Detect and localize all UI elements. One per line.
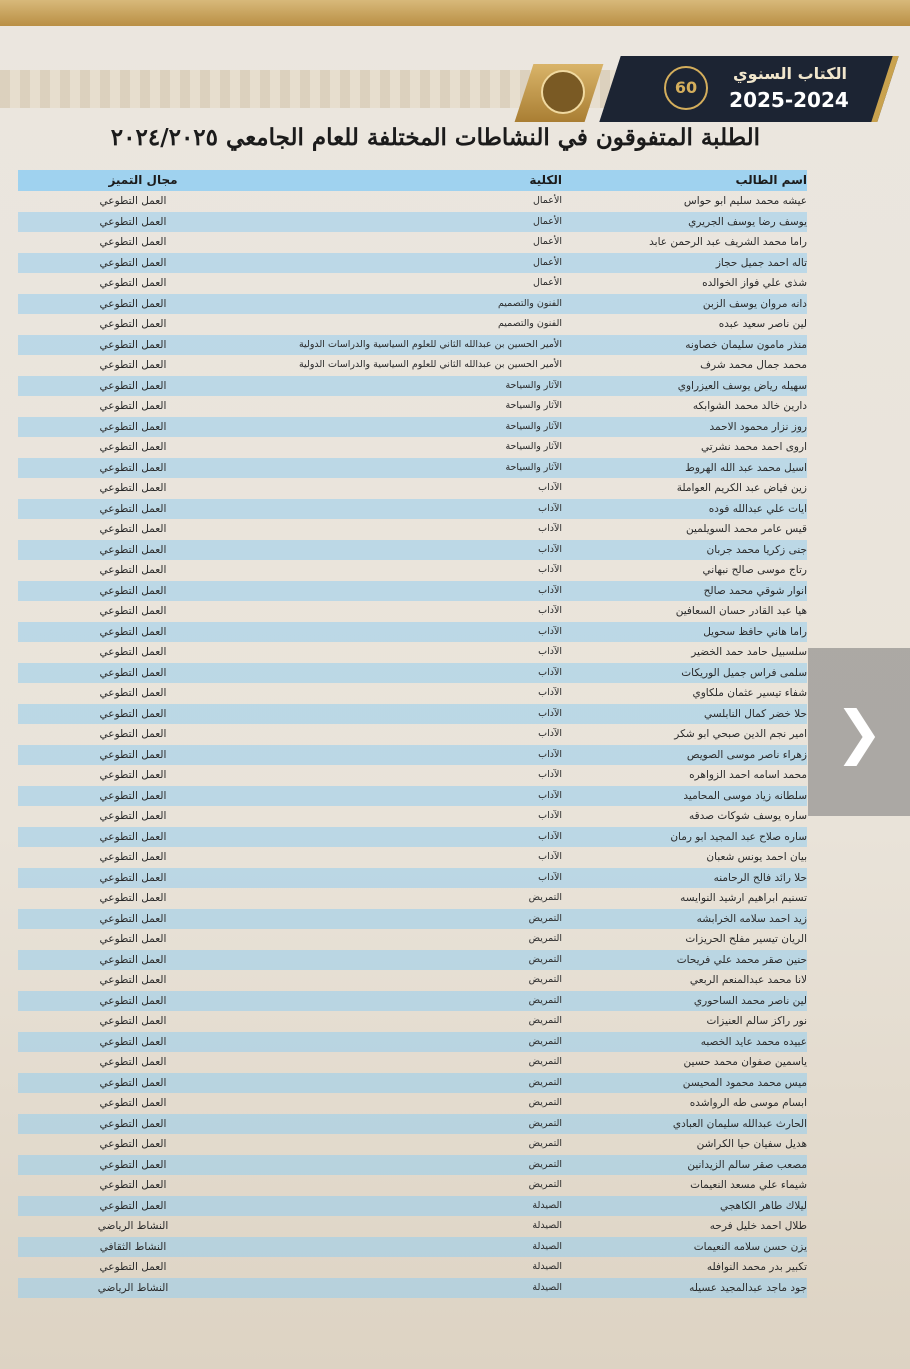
- excellence-area: العمل التطوعي: [99, 1158, 167, 1171]
- student-name: سلطانه زياد موسى المحاميد: [683, 789, 807, 802]
- student-name: يزن حسن سلامه النعيمات: [693, 1240, 807, 1253]
- student-name: محمد اسامه احمد الزواهره: [689, 769, 807, 781]
- faculty-name: الأعمال: [532, 236, 562, 247]
- excellence-area: العمل التطوعي: [99, 851, 167, 863]
- table-row: [18, 765, 807, 786]
- excellence-area: العمل التطوعي: [99, 1035, 167, 1048]
- faculty-name: الصيدلة: [532, 1261, 562, 1272]
- faculty-name: الفنون والتصميم: [497, 318, 562, 329]
- faculty-name: التمريض: [528, 1158, 562, 1170]
- excellence-area: العمل التطوعي: [99, 646, 167, 658]
- excellence-area: العمل التطوعي: [99, 400, 167, 412]
- student-name: سلمى فراس جميل الوريكات: [681, 666, 807, 679]
- faculty-name: التمريض: [528, 1138, 562, 1149]
- student-name: زين فياض عبد الكريم العواملة: [676, 482, 807, 494]
- student-name: دارين خالد محمد الشوابكه: [692, 400, 807, 412]
- excellence-area: العمل التطوعي: [99, 379, 167, 392]
- student-name: حلا رائد فالح الرحامنه: [713, 871, 807, 884]
- table-row: [18, 294, 807, 315]
- student-name: منذر مامون سليمان خصاونه: [685, 338, 807, 351]
- faculty-name: الآداب: [538, 687, 562, 698]
- student-name: قيس عامر محمد السويلمين: [686, 523, 807, 535]
- faculty-name: التمريض: [528, 1015, 562, 1026]
- excellence-area: العمل التطوعي: [99, 728, 167, 740]
- table-row: [18, 1011, 807, 1032]
- excellence-area: النشاط الرياضي: [97, 1220, 169, 1232]
- faculty-name: الآداب: [538, 728, 562, 739]
- student-name: راما محمد الشريف عبد الرحمن عابد: [649, 236, 807, 248]
- table-row: [18, 724, 807, 745]
- table-row: [18, 683, 807, 704]
- table-row: [18, 1073, 807, 1094]
- table-row: [18, 642, 807, 663]
- excellence-area: العمل التطوعي: [99, 912, 167, 925]
- faculty-name: الآداب: [538, 584, 562, 596]
- excellence-area: العمل التطوعي: [99, 1199, 167, 1212]
- excellence-area: العمل التطوعي: [99, 195, 167, 207]
- student-name: زيد احمد سلامه الخرابشه: [696, 912, 807, 925]
- student-name: ليلاك طاهر الكاهجي: [719, 1199, 807, 1212]
- table-row: [18, 478, 807, 499]
- table-row: [18, 458, 807, 479]
- students-table: [18, 170, 807, 1298]
- excellence-area: العمل التطوعي: [99, 605, 167, 617]
- faculty-name: الآداب: [538, 810, 562, 821]
- excellence-area: العمل التطوعي: [99, 687, 167, 699]
- table-row: [18, 1237, 807, 1258]
- faculty-name: الآداب: [538, 482, 562, 493]
- faculty-name: التمريض: [528, 994, 562, 1006]
- excellence-area: العمل التطوعي: [99, 666, 167, 679]
- excellence-area: العمل التطوعي: [99, 1015, 167, 1027]
- table-row: [18, 355, 807, 376]
- student-name: انوار شوقي محمد صالح: [703, 584, 807, 597]
- student-name: دانه مروان يوسف الزبن: [702, 297, 807, 310]
- student-name: الحارث عبدالله سليمان العبادي: [672, 1117, 807, 1130]
- table-row: [18, 704, 807, 725]
- next-page-button[interactable]: [808, 648, 910, 816]
- yearbook-label: الكتاب السنوي: [733, 64, 847, 83]
- excellence-area: العمل التطوعي: [99, 769, 167, 781]
- faculty-name: الصيدلة: [532, 1240, 562, 1252]
- table-row: [18, 253, 807, 274]
- excellence-area: العمل التطوعي: [99, 707, 167, 720]
- table-row: [18, 519, 807, 540]
- student-name: راما هاني حافظ سحويل: [703, 625, 807, 638]
- excellence-area: العمل التطوعي: [99, 215, 167, 228]
- student-name: جنى زكريا محمد جربان: [706, 543, 807, 556]
- faculty-name: الآثار والسياحة: [505, 379, 562, 391]
- student-name: تاله احمد جميل حجاز: [715, 256, 807, 269]
- excellence-area: العمل التطوعي: [99, 871, 167, 884]
- excellence-area: العمل التطوعي: [99, 953, 167, 966]
- student-name: جود ماجد عبدالمجيد عسيله: [689, 1281, 807, 1294]
- faculty-name: التمريض: [528, 1179, 562, 1190]
- table-row: [18, 1032, 807, 1053]
- table-row: [18, 232, 807, 253]
- excellence-area: العمل التطوعي: [99, 256, 167, 269]
- student-name: مصعب صقر سالم الزيدانين: [687, 1158, 807, 1171]
- faculty-name: الآثار والسياحة: [505, 461, 562, 473]
- faculty-name: الآداب: [538, 502, 562, 514]
- student-name: محمد جمال محمد شرف: [700, 359, 807, 371]
- student-name: ابسام موسى طه الرواشده: [689, 1097, 807, 1109]
- faculty-name: التمريض: [528, 1117, 562, 1129]
- faculty-name: التمريض: [528, 912, 562, 924]
- student-name: هيا عبد القادر حسان السعافين: [675, 605, 807, 617]
- faculty-name: التمريض: [528, 933, 562, 944]
- table-header-row: [18, 170, 807, 191]
- excellence-area: العمل التطوعي: [99, 830, 167, 843]
- student-name: تكبير بدر محمد النوافله: [706, 1261, 807, 1273]
- table-row: [18, 601, 807, 622]
- student-name: لين ناصر محمد الساحوري: [693, 994, 807, 1007]
- faculty-name: الفنون والتصميم: [497, 297, 562, 309]
- student-name: عيشه محمد سليم ابو حواس: [683, 195, 807, 207]
- column-header-faculty: الكلية: [529, 173, 562, 187]
- table-row: [18, 1257, 807, 1278]
- table-row: [18, 991, 807, 1012]
- table-row: [18, 581, 807, 602]
- student-name: سلسبيل حامد حمد الخضير: [691, 646, 807, 658]
- excellence-area: العمل التطوعي: [99, 338, 167, 351]
- faculty-name: الأعمال: [532, 215, 562, 227]
- table-row: [18, 191, 807, 212]
- faculty-name: الآداب: [538, 543, 562, 555]
- excellence-area: العمل التطوعي: [99, 1117, 167, 1130]
- column-header-name: اسم الطالب: [735, 173, 807, 187]
- faculty-name: التمريض: [528, 1035, 562, 1047]
- faculty-name: الآداب: [538, 666, 562, 678]
- excellence-area: العمل التطوعي: [99, 625, 167, 638]
- table-row: [18, 745, 807, 766]
- faculty-name: الأعمال: [532, 256, 562, 268]
- student-name: ساره يوسف شوكات صدقه: [689, 810, 807, 822]
- excellence-area: العمل التطوعي: [99, 318, 167, 330]
- table-row: [18, 1196, 807, 1217]
- student-name: ساره صلاح عبد المجيد ابو رمان: [670, 830, 807, 843]
- student-name: عبيده محمد عايد الخصبه: [700, 1035, 807, 1048]
- table-row: [18, 970, 807, 991]
- excellence-area: النشاط الرياضي: [97, 1281, 169, 1294]
- table-row: [18, 909, 807, 930]
- excellence-area: العمل التطوعي: [99, 933, 167, 945]
- student-name: حنين صقر محمد علي فريحات: [676, 953, 807, 966]
- table-row: [18, 396, 807, 417]
- faculty-name: التمريض: [528, 1097, 562, 1108]
- table-row: [18, 314, 807, 335]
- faculty-name: الآداب: [538, 851, 562, 862]
- student-name: شذى علي فواز الخوالده: [702, 277, 807, 289]
- faculty-name: الآثار والسياحة: [505, 441, 562, 452]
- faculty-name: الآثار والسياحة: [505, 400, 562, 411]
- university-logo-icon: [541, 70, 585, 114]
- faculty-name: الآداب: [538, 707, 562, 719]
- table-row: [18, 273, 807, 294]
- excellence-area: العمل التطوعي: [99, 543, 167, 556]
- student-name: الريان تيسير مفلح الحريزات: [685, 933, 807, 945]
- excellence-area: العمل التطوعي: [99, 461, 167, 474]
- excellence-area: العمل التطوعي: [99, 1097, 167, 1109]
- table-row: [18, 868, 807, 889]
- faculty-name: الصيدلة: [532, 1220, 562, 1231]
- table-row: [18, 929, 807, 950]
- table-row: [18, 1093, 807, 1114]
- table-row: [18, 827, 807, 848]
- table-row: [18, 663, 807, 684]
- student-name: يوسف رضا يوسف الجريري: [688, 215, 807, 228]
- table-row: [18, 1155, 807, 1176]
- excellence-area: العمل التطوعي: [99, 297, 167, 310]
- student-name: لانا محمد عبدالمنعم الربعي: [689, 974, 807, 986]
- yearbook-years: 2025-2024: [729, 88, 849, 112]
- table-row: [18, 376, 807, 397]
- excellence-area: العمل التطوعي: [99, 584, 167, 597]
- faculty-name: الصيدلة: [532, 1281, 562, 1293]
- excellence-area: العمل التطوعي: [99, 359, 167, 371]
- student-name: هديل سفيان حيا الكراشن: [696, 1138, 807, 1150]
- table-row: [18, 1114, 807, 1135]
- excellence-area: العمل التطوعي: [99, 1076, 167, 1089]
- student-name: رتاج موسى صالح نبهاني: [702, 564, 807, 576]
- faculty-name: الآداب: [538, 625, 562, 637]
- student-name: اروى احمد محمد نشرتي: [700, 441, 807, 453]
- student-name: تسنيم ابراهيم ارشيد النوايسه: [680, 892, 807, 904]
- student-name: امير نجم الدين صبحي ابو شكر: [674, 728, 807, 740]
- student-name: بيان احمد يونس شعبان: [706, 851, 807, 863]
- chevron-right-icon: ❯: [834, 698, 884, 766]
- excellence-area: العمل التطوعي: [99, 1056, 167, 1068]
- faculty-name: الصيدلة: [532, 1199, 562, 1211]
- faculty-name: الآداب: [538, 646, 562, 657]
- faculty-name: الآثار والسياحة: [505, 420, 562, 432]
- faculty-name: الآداب: [538, 748, 562, 760]
- faculty-name: التمريض: [528, 892, 562, 903]
- excellence-area: العمل التطوعي: [99, 1261, 167, 1273]
- student-name: ميس محمد محمود المحيسن: [682, 1076, 807, 1089]
- student-name: نور راكز سالم العنيزات: [706, 1015, 807, 1027]
- table-row: [18, 1216, 807, 1237]
- excellence-area: النشاط الثقافي: [99, 1240, 167, 1253]
- excellence-area: العمل التطوعي: [99, 1179, 167, 1191]
- table-row: [18, 335, 807, 356]
- excellence-area: العمل التطوعي: [99, 789, 167, 802]
- excellence-area: العمل التطوعي: [99, 523, 167, 535]
- student-name: لين ناصر سعيد عبده: [718, 318, 807, 330]
- student-name: سهيله رياض يوسف العيزراوي: [677, 379, 807, 392]
- student-name: اسيل محمد عبد الله الهروط: [685, 461, 807, 474]
- faculty-name: الآداب: [538, 871, 562, 883]
- faculty-name: الآداب: [538, 523, 562, 534]
- student-name: حلا خضر كمال النابلسي: [703, 707, 807, 720]
- excellence-area: العمل التطوعي: [99, 420, 167, 433]
- faculty-name: الآداب: [538, 564, 562, 575]
- table-row: [18, 1278, 807, 1299]
- excellence-area: العمل التطوعي: [99, 564, 167, 576]
- table-row: [18, 950, 807, 971]
- table-row: [18, 560, 807, 581]
- faculty-name: التمريض: [528, 1076, 562, 1088]
- table-row: [18, 1052, 807, 1073]
- excellence-area: العمل التطوعي: [99, 810, 167, 822]
- faculty-name: الأمير الحسين بن عبدالله الثاني للعلوم السياسية والدراسات الدولية: [298, 359, 562, 370]
- student-name: ايات علي عبدالله فوده: [708, 502, 807, 515]
- faculty-name: التمريض: [528, 974, 562, 985]
- student-name: روز نزار محمود الاحمد: [709, 420, 807, 433]
- student-name: شفاء تيسير عثمان ملكاوي: [692, 687, 807, 699]
- student-name: طلال احمد خليل فرحه: [709, 1220, 807, 1232]
- table-row: [18, 888, 807, 909]
- faculty-name: الآداب: [538, 605, 562, 616]
- table-row: [18, 1175, 807, 1196]
- table-row: [18, 540, 807, 561]
- table-row: [18, 1134, 807, 1155]
- excellence-area: العمل التطوعي: [99, 502, 167, 515]
- table-row: [18, 212, 807, 233]
- table-row: [18, 847, 807, 868]
- student-name: زهراء ناصر موسى الصويص: [686, 748, 807, 761]
- top-gold-bar: [0, 0, 910, 26]
- faculty-name: التمريض: [528, 953, 562, 965]
- table-row: [18, 499, 807, 520]
- faculty-name: الآداب: [538, 789, 562, 801]
- excellence-area: العمل التطوعي: [99, 236, 167, 248]
- table-row: [18, 806, 807, 827]
- excellence-area: العمل التطوعي: [99, 994, 167, 1007]
- faculty-name: الآداب: [538, 769, 562, 780]
- table-row: [18, 786, 807, 807]
- faculty-name: الأمير الحسين بن عبدالله الثاني للعلوم السياسية والدراسات الدولية: [298, 338, 562, 350]
- table-row: [18, 437, 807, 458]
- faculty-name: الأعمال: [532, 277, 562, 288]
- excellence-area: العمل التطوعي: [99, 441, 167, 453]
- excellence-area: العمل التطوعي: [99, 277, 167, 289]
- excellence-area: العمل التطوعي: [99, 974, 167, 986]
- excellence-area: العمل التطوعي: [99, 1138, 167, 1150]
- student-name: ياسمين صفوان محمد حسين: [683, 1056, 807, 1068]
- excellence-area: العمل التطوعي: [99, 748, 167, 761]
- excellence-area: العمل التطوعي: [99, 482, 167, 494]
- column-header-area: مجال التميز: [108, 173, 178, 187]
- faculty-name: الآداب: [538, 830, 562, 842]
- table-row: [18, 417, 807, 438]
- student-name: شيماء علي مسعد النعيمات: [690, 1179, 807, 1191]
- faculty-name: التمريض: [528, 1056, 562, 1067]
- table-row: [18, 622, 807, 643]
- faculty-name: الأعمال: [532, 195, 562, 206]
- page-title: الطلبة المتفوقون في النشاطات المختلفة للعام الجامعي ٢٠٢٤/٢٠٢٥: [110, 124, 760, 151]
- anniversary-badge: 60: [664, 66, 708, 110]
- excellence-area: العمل التطوعي: [99, 892, 167, 904]
